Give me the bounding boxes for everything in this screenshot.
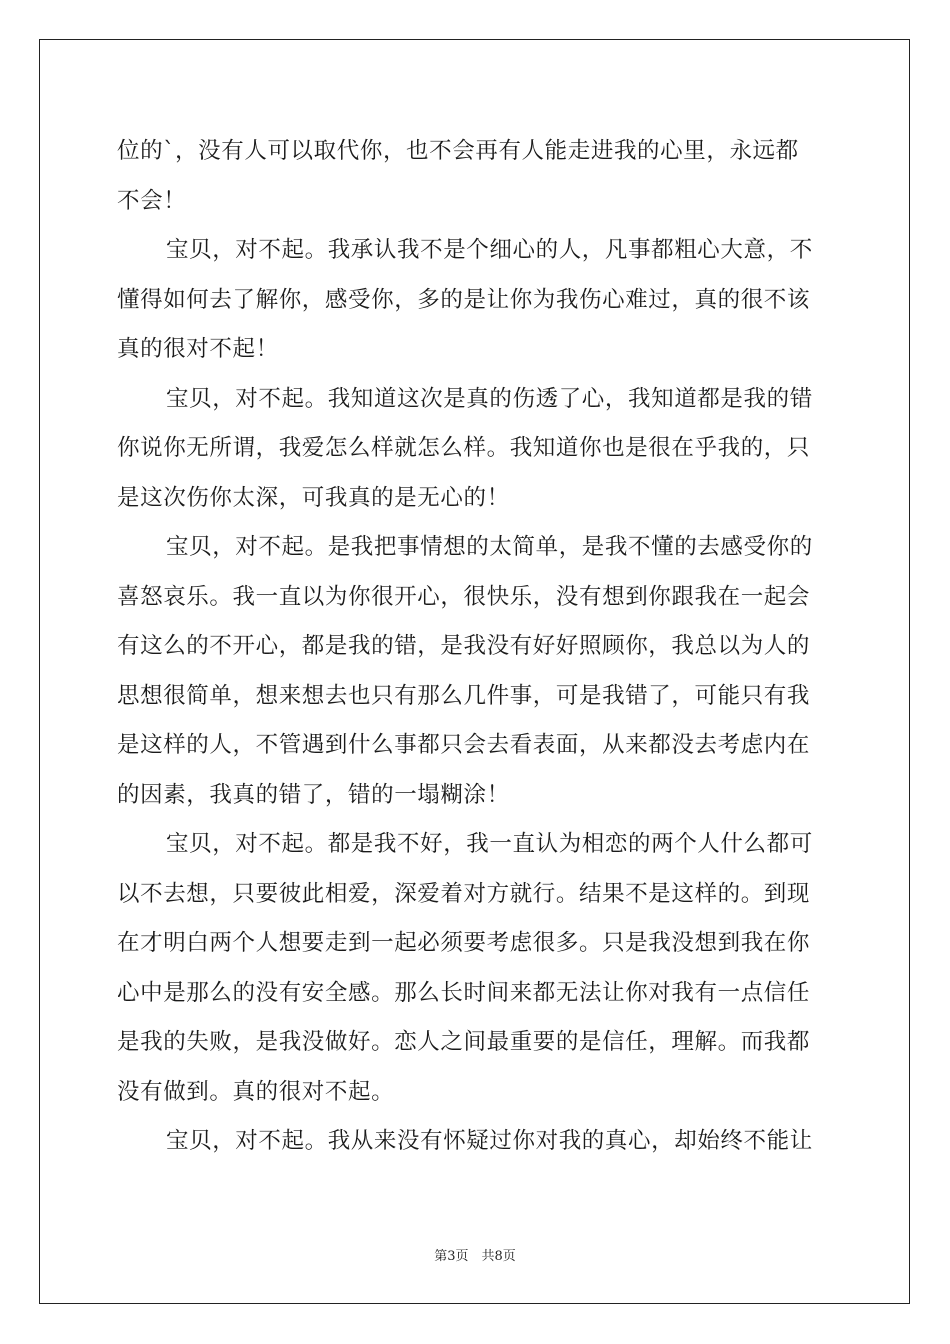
document-body (117, 127, 833, 1167)
text-line: 没有做到。真的很对不起。 (117, 1078, 395, 1105)
text-line: 以不去想，只要彼此相爱，深爱着对方就行。结果不是这样的。到现 (117, 880, 811, 907)
text-line: 不会！ (117, 187, 187, 214)
text-line: 有这么的不开心，都是我的错，是我没有好好照顾你，我总以为人的 (117, 633, 811, 659)
text-line: 心中是那么的没有安全感。那么长时间来都无法让你对我有一点信任 (117, 979, 811, 1006)
text-line: 真的很对不起！ (117, 336, 279, 362)
paragraph (117, 127, 833, 226)
text-line: 喜怒哀乐。我一直以为你很开心，很快乐，没有想到你跟我在一起会 (117, 583, 811, 610)
text-line: 宝贝，对不起。是我把事情想的太简单，是我不懂的去感受你的 (166, 534, 813, 560)
text-line: 你说你无所谓，我爱怎么样就怎么样。我知道你也是很在乎我的，只 (117, 435, 811, 461)
text-line: 是我的失败，是我没做好。恋人之间最重要的是信任，理解。而我都 (117, 1029, 811, 1055)
text-line: 宝贝，对不起。我从来没有怀疑过你对我的真心，却始终不能让 (166, 1128, 813, 1154)
text-line: 宝贝，对不起。我知道这次是真的伤透了心，我知道都是我的错 (166, 385, 813, 412)
text-line: 懂得如何去了解你，感受你，多的是让你为我伤心难过，真的很不该 (117, 286, 811, 313)
text-line: 在才明白两个人想要走到一起必须要考虑很多。只是我没想到我在你 (117, 930, 811, 956)
text-line: 宝贝，对不起。都是我不好，我一直认为相恋的两个人什么都可 (166, 831, 813, 857)
text-line: 是这次伤你太深，可我真的是无心的！ (117, 484, 510, 511)
text-line: 位的`，没有人可以取代你，也不会再有人能走进我的心里，永远都 (117, 138, 799, 164)
text-line: 思想很简单，想来想去也只有那么几件事，可是我错了，可能只有我 (117, 682, 811, 709)
paragraph (117, 1117, 833, 1167)
text-line: 宝贝，对不起。我承认我不是个细心的人，凡事都粗心大意，不 (166, 237, 813, 263)
paragraph (117, 523, 833, 820)
text-line: 是这样的人，不管遇到什么事都只会去看表面，从来都没去考虑内在 (117, 732, 811, 758)
paragraph (117, 375, 833, 524)
page-footer: 第3页 共8页 (434, 1249, 516, 1264)
paragraph (117, 820, 833, 1117)
text-line: 的因素，我真的错了，错的一塌糊涂！ (117, 781, 510, 808)
paragraph (117, 226, 833, 375)
